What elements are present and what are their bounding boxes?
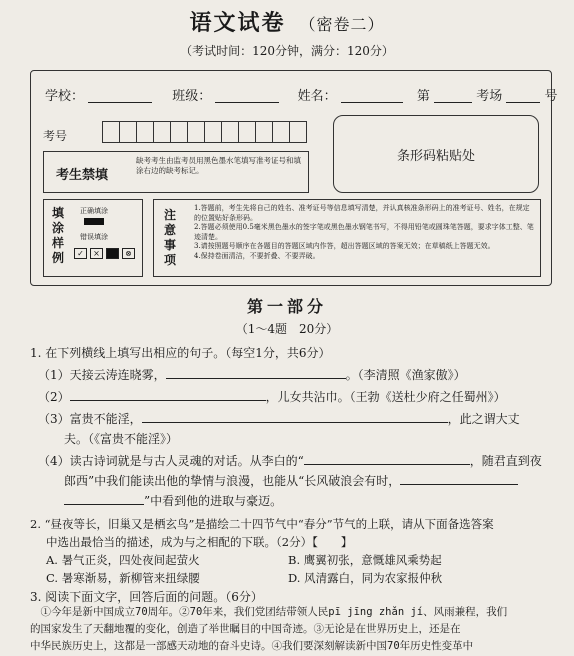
title-text: 语文试卷 xyxy=(189,10,286,36)
item-source: ，儿女共沾巾。（王勃《送杜少府之任蜀州》） xyxy=(265,390,506,404)
class-label: 班级： xyxy=(172,89,212,104)
digit-box[interactable] xyxy=(119,121,137,143)
digit-box[interactable] xyxy=(170,121,188,143)
digit-box[interactable] xyxy=(272,121,290,143)
note-item: 4.保持卷面清洁，不要折叠、不要弄破。 xyxy=(194,251,320,260)
question-3-passage xyxy=(30,604,550,655)
question-3-stem: 3. 阅读下面文字，回答后面的问题。（6分） xyxy=(30,590,263,604)
school-label: 学校： xyxy=(45,89,85,104)
barcode-label: 条形码粘贴处 xyxy=(396,149,475,164)
seat-number-field[interactable] xyxy=(506,90,540,103)
question-2-stem-line1: 2. “昼夜等长，旧巢又是栖玄鸟”是描绘二十四节气中“春分”节气的上联，请从下面备选答案 xyxy=(30,517,494,531)
school-field[interactable] xyxy=(88,90,152,103)
item-text: ，随君直到夜 xyxy=(469,454,542,468)
filled-bubble-icon xyxy=(84,218,104,225)
digit-box[interactable] xyxy=(102,121,120,143)
question-1-stem: 1. 在下列横线上填写出相应的句子。（每空1分，共6分） xyxy=(30,346,331,360)
question-1-item-3 xyxy=(38,410,520,427)
item-source: 。（李清照《渔家傲》） xyxy=(345,368,466,382)
answer-blank[interactable] xyxy=(304,453,470,465)
item-text: （4）读古诗词就是与古人灵魂的对话。从李白的“ xyxy=(38,454,304,468)
note-item: 3.请按照题号顺序在各题目的答题区域内作答，超出答题区域的答案无效；在草稿纸上答题无效。 xyxy=(194,242,495,251)
title-subtitle: （密卷二） xyxy=(299,15,385,34)
exam-time-info: （考试时间：120分钟，满分：120分） xyxy=(180,44,394,58)
candidate-info-row xyxy=(45,85,558,104)
answer-blank[interactable] xyxy=(166,367,346,379)
part-subtitle: （1～4题 20分） xyxy=(235,322,339,336)
digit-box[interactable] xyxy=(255,121,273,143)
note-item: 1.答题前，考生先将自己的姓名、准考证号等信息填写清楚，并认真核准条形码上的准考证号、姓名，在规定的位置贴好条形码。 xyxy=(194,204,530,222)
question-2-option-b[interactable]: B. 鹰翼初张，意慨雄风乘势起 xyxy=(288,553,442,567)
fill-example-label: 填涂样例 xyxy=(52,206,65,265)
examinee-no-fill-box xyxy=(43,151,309,193)
notes-label: 注意事项 xyxy=(164,208,177,267)
digit-box[interactable] xyxy=(238,121,256,143)
passage-line: ①今年是新中国成立70周年。②70年来，我们党团结带领人民pī jīng zhǎn jí、风雨兼程，我们 xyxy=(30,606,508,618)
item-text: （1）天接云涛连晓雾， xyxy=(38,368,166,382)
question-2-option-c[interactable]: C. 暑寒渐易，新柳管来扭绿腰 xyxy=(46,571,200,585)
fill-wrong-label: 错误填涂 xyxy=(80,233,108,241)
name-field[interactable] xyxy=(341,90,403,103)
answer-blank[interactable] xyxy=(400,473,518,485)
partial-fill-icon xyxy=(106,248,119,259)
passage-line: 中华民族历史上，这都是一部感天动地的奋斗史诗。④我们要深刻解读新中国70年历史性变革中 xyxy=(30,640,474,652)
notes-box xyxy=(153,199,541,277)
candidate-info-box xyxy=(30,70,558,286)
room-number-field[interactable] xyxy=(434,90,472,103)
warning-title: 考生禁填 xyxy=(56,168,109,183)
exam-number-label: 考号 xyxy=(43,129,68,143)
question-1-item-4 xyxy=(38,452,542,469)
answer-blank[interactable] xyxy=(142,411,448,423)
digit-box[interactable] xyxy=(187,121,205,143)
item-text: （2） xyxy=(38,390,70,404)
digit-box[interactable] xyxy=(289,121,307,143)
answer-blank[interactable] xyxy=(70,389,266,401)
item-text: ，此之谓大丈 xyxy=(447,412,520,426)
item-text: ”中看到他的进取与豪迈。 xyxy=(144,494,283,508)
note-item: 2.答题必须使用0.5毫米黑色墨水的签字笔或黑色墨水钢笔书写，不得用铅笔或圆珠笔答题，要求字体工整、笔迹清楚。 xyxy=(194,223,534,241)
class-field[interactable] xyxy=(215,90,279,103)
question-2-option-a[interactable]: A. 暑气正炎，四处夜间起萤火 xyxy=(46,553,200,567)
digit-box[interactable] xyxy=(136,121,154,143)
room-prefix: 第 xyxy=(416,89,430,104)
answer-blank[interactable] xyxy=(64,493,144,505)
cross-mark-icon: × xyxy=(90,248,103,259)
question-1-item-1 xyxy=(38,366,466,383)
question-1-item-4-cont xyxy=(64,472,518,489)
exam-number-grid[interactable] xyxy=(103,121,307,143)
warning-text: 缺考考生由监考员用黑色墨水笔填写准考证号和填涂右边的缺考标记。 xyxy=(136,156,301,175)
question-2-stem-line2: 中选出最恰当的描述，成为与之相配的下联。（2分）【 】 xyxy=(46,535,353,549)
room-label: 考场 xyxy=(476,89,503,104)
fill-example-box xyxy=(43,199,143,277)
notes-list xyxy=(194,204,534,262)
exam-title xyxy=(0,6,574,37)
item-text: 郎西”中我们能读出他的挚情与浪漫，也能从“长风破浪会有时， xyxy=(64,474,401,488)
digit-box[interactable] xyxy=(204,121,222,143)
question-1-item-3-cont: 夫。（《富贵不能淫》） xyxy=(64,432,179,446)
question-1-item-2 xyxy=(38,388,506,405)
seat-label: 号 xyxy=(544,89,558,104)
fill-correct-label: 正确填涂 xyxy=(80,207,108,215)
question-2-option-d[interactable]: D. 风清露白，同为农家报仲秋 xyxy=(288,571,443,585)
barcode-area xyxy=(333,115,539,193)
circled-cross-icon: ⊗ xyxy=(122,248,135,259)
name-label: 姓名： xyxy=(297,89,337,104)
check-mark-icon: ✓ xyxy=(74,248,87,259)
part-title: 第一部分 xyxy=(246,297,327,316)
digit-box[interactable] xyxy=(221,121,239,143)
wrong-fill-examples xyxy=(74,248,135,259)
passage-line: 的国家发生了天翻地覆的变化，创造了举世瞩目的中国奇迹。③无论是在世界历史上，还是在 xyxy=(30,623,461,635)
question-1-item-4-cont2 xyxy=(64,492,282,509)
digit-box[interactable] xyxy=(153,121,171,143)
item-text: （3）富贵不能淫， xyxy=(38,412,142,426)
